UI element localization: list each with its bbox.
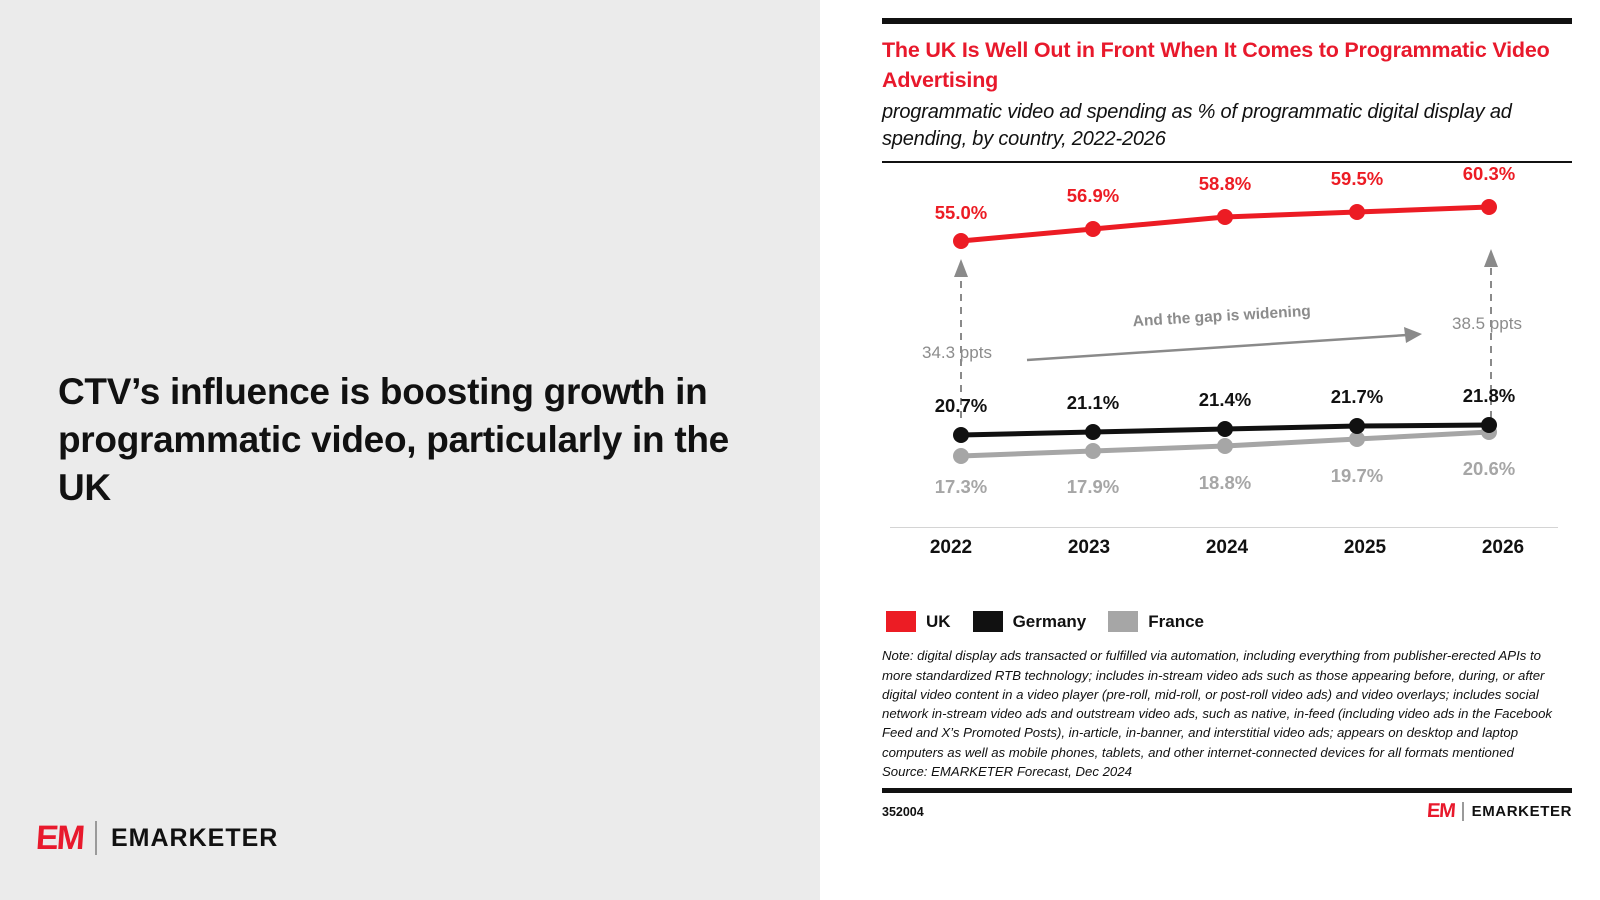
uk-label-2026: 60.3%: [1462, 163, 1516, 185]
legend-label-germany: Germany: [1012, 611, 1087, 631]
line-chart-svg: [882, 163, 1572, 563]
germany-label-2024: 21.4%: [1198, 389, 1252, 411]
right-panel: [820, 0, 1600, 900]
emarketer-logo-small: [1427, 800, 1572, 823]
gap-widening-annotation: [1027, 303, 1422, 360]
uk-label-2024: 58.8%: [1198, 173, 1252, 195]
germany-label-2026: 21.8%: [1462, 385, 1516, 407]
x-axis-labels: [882, 537, 1572, 559]
emarketer-logo-mark-small: EM: [1426, 800, 1456, 823]
chart-subtitle: programmatic video ad spending as % of programmatic digital display ad spending, by country, 2022-2026: [882, 101, 1512, 151]
legend-item-france: [1108, 611, 1204, 632]
legend-item-uk: [886, 611, 951, 632]
x-tick-2025: 2025: [1343, 537, 1387, 559]
chart-footer: [882, 800, 1572, 823]
legend-label-uk: UK: [926, 611, 951, 631]
chart-card: [882, 18, 1572, 823]
germany-label-2025: 21.7%: [1330, 386, 1384, 408]
legend-swatch-uk: [886, 611, 916, 632]
slide-headline: CTV’s influence is boosting growth in programmatic video, particularly in the UK: [58, 371, 729, 509]
x-tick-2024: 2024: [1205, 537, 1249, 559]
france-label-2023: 17.9%: [1066, 476, 1120, 498]
legend-item-germany: [973, 611, 1087, 632]
logo-divider: [95, 821, 97, 855]
chart-source: Source: EMARKETER Forecast, Dec 2024: [882, 763, 1132, 779]
x-tick-2023: 2023: [1067, 537, 1111, 559]
series-uk: [935, 163, 1515, 249]
france-label-2026: 20.6%: [1462, 458, 1516, 480]
x-tick-2022: 2022: [929, 537, 973, 559]
uk-label-2025: 59.5%: [1330, 168, 1384, 190]
x-tick-2026: 2026: [1481, 537, 1525, 559]
chart-title: The UK Is Well Out in Front When It Comes to Programmatic Video Advertising: [882, 38, 1550, 92]
chart-note: Note: digital display ads transacted or fulfilled via automation, including everything from publisher-erected APIs to more standardized RTB technology; includes in-stream video ads such as those appearing before, during, or after digital video content in a video player (pre-roll, mid-roll, or post-roll video ads) and video overlays; includes social network in-stream video ads and outstream video ads, such as native, in-feed (including video ads in the Facebook Feed and X’s Promoted Posts), in-article, in-banner, and interstitial video ads; appears on desktop and laptop computers as well as mobile phones, tablets, and other internet-connected devices for all formats mentioned: [882, 648, 1553, 760]
legend-swatch-france: [1108, 611, 1138, 632]
france-label-2025: 19.7%: [1330, 465, 1384, 487]
top-rule: [882, 18, 1572, 24]
emarketer-logo-mark: EM: [34, 818, 85, 857]
france-label-2022: 17.3%: [934, 476, 988, 498]
germany-label-2023: 21.1%: [1066, 392, 1120, 414]
emarketer-logo: [36, 818, 278, 858]
uk-label-2022: 55.0%: [934, 202, 988, 224]
gap-2026-label: 38.5 ppts: [1452, 314, 1522, 334]
legend-swatch-germany: [973, 611, 1003, 632]
germany-label-2022: 20.7%: [934, 395, 988, 417]
chart-plot-area: [882, 163, 1572, 563]
emarketer-logo-wordmark: EMARKETER: [111, 823, 279, 852]
bottom-rule: [882, 788, 1572, 793]
gap-2022-label: 34.3 ppts: [922, 343, 992, 363]
chart-id: 352004: [882, 804, 924, 819]
gap-widening-label: And the gap is widening: [1132, 303, 1312, 331]
chart-legend: [882, 611, 1572, 632]
france-label-2024: 18.8%: [1198, 472, 1252, 494]
uk-label-2023: 56.9%: [1066, 185, 1120, 207]
x-axis-rule: [890, 527, 1558, 528]
legend-label-france: France: [1148, 611, 1205, 631]
logo-divider-small: [1462, 802, 1464, 821]
emarketer-logo-wordmark-small: EMARKETER: [1471, 803, 1572, 821]
